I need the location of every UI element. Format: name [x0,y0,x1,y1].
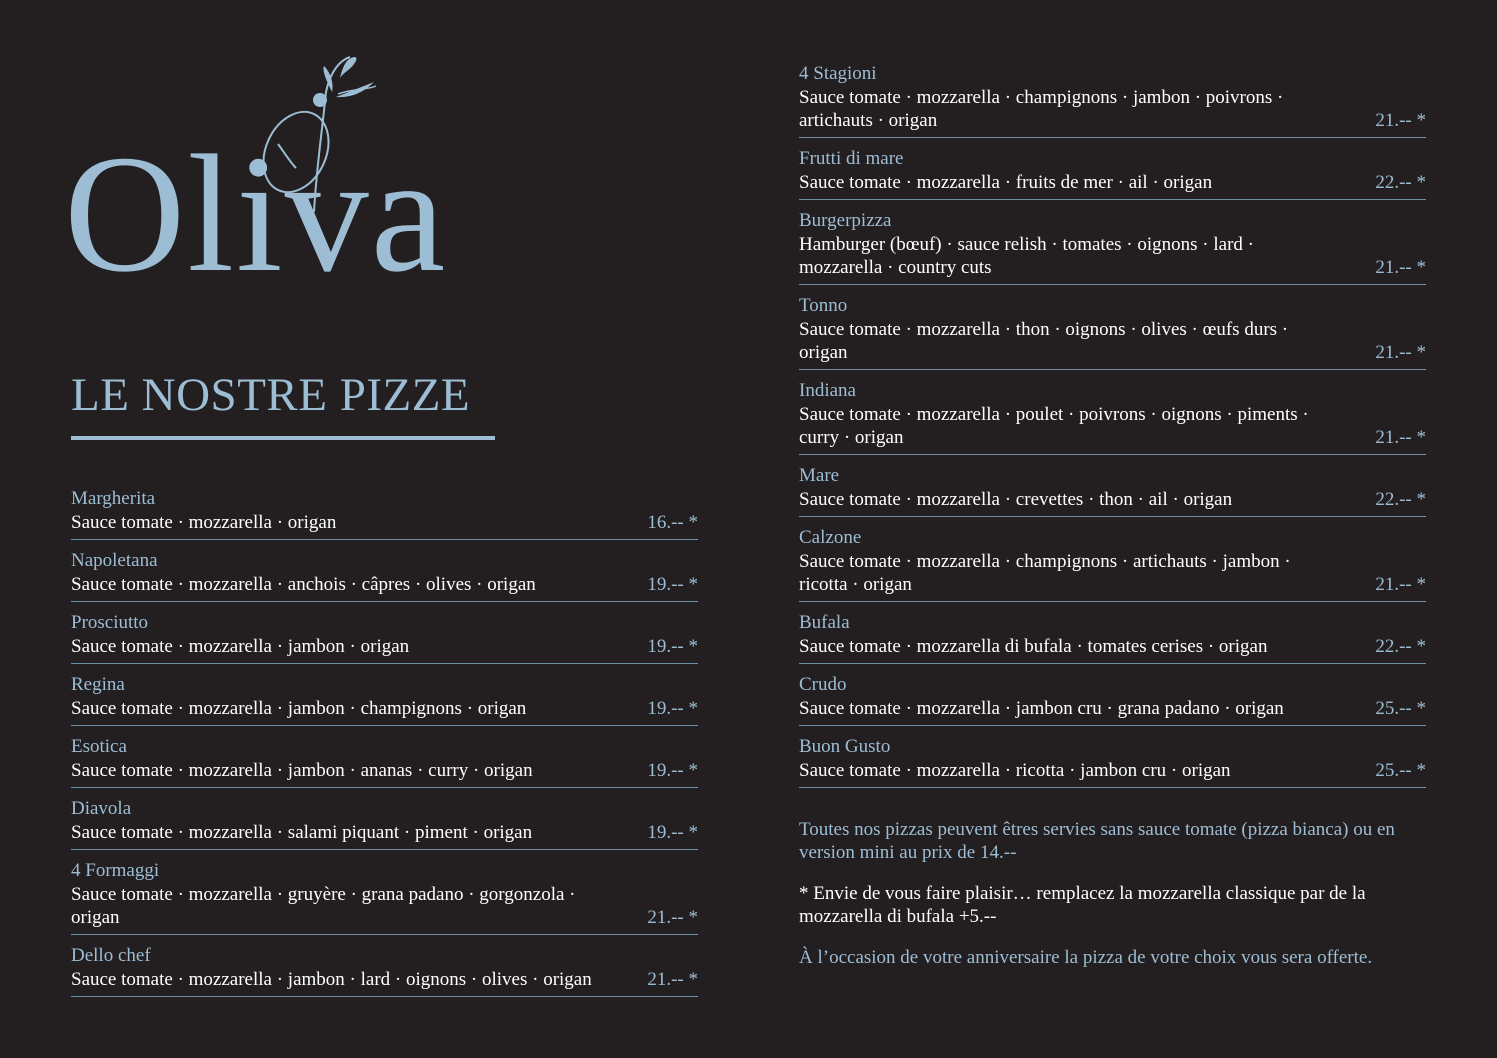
menu-item-price: 21.-- * [647,907,698,928]
menu-item-description: Sauce tomate · mozzarella · gruyère · grana padano · gorgonzola · origan [71,884,576,928]
menu-item-name: Dello chef [71,945,151,966]
menu-item-row [799,635,1426,658]
menu-item [799,62,1426,138]
menu-item-row [71,697,698,720]
menu-item [71,859,698,935]
menu-item-row [799,318,1426,364]
title-underline [71,436,495,440]
menu-item-name: 4 Stagioni [799,63,877,84]
menu-item-name: Margherita [71,488,156,509]
menu-item-description: Sauce tomate · mozzarella · fruits de mer · ail · origan [799,172,1213,193]
menu-item-description: Sauce tomate · mozzarella · jambon · origan [71,636,410,657]
menu-item [799,735,1426,788]
menu-item-price: 21.-- * [647,969,698,990]
menu-item-price: 21.-- * [1375,427,1426,448]
olive-branch-icon [64,52,504,282]
menu-item-description: Sauce tomate · mozzarella · crevettes · thon · ail · origan [799,489,1233,510]
note-bianca: Toutes nos pizzas peuvent êtres servies sans sauce tomate (pizza bianca) ou en version mini au prix de 14.-- [799,819,1395,863]
menu-item-name: Indiana [799,380,856,401]
menu-item [71,944,698,997]
menu-item [799,379,1426,455]
menu-item-name: Tonno [799,295,848,316]
menu-item [799,611,1426,664]
menu-item-name: Frutti di mare [799,148,904,169]
menu-item [799,526,1426,602]
menu-item-name: Calzone [799,527,862,548]
menu-item [799,673,1426,726]
menu-item [799,147,1426,200]
menu-item [799,209,1426,285]
menu-item-name: Diavola [71,798,132,819]
menu-item [799,464,1426,517]
menu-item-description: Sauce tomate · mozzarella · poulet · poivrons · oignons · piments · curry · origan [799,404,1309,448]
section-title: LE NOSTRE PIZZE [71,369,471,421]
menu-item-description: Sauce tomate · mozzarella · champignons · artichauts · jambon · ricotta · origan [799,551,1291,595]
menu-item-name: Crudo [799,674,847,695]
menu-item-description: Sauce tomate · mozzarella · anchois · câpres · olives · origan [71,574,536,595]
menu-item [799,294,1426,370]
menu-item-row [799,550,1426,596]
menu-item-description: Hamburger (bœuf) · sauce relish · tomates · oignons · lard · mozzarella · country cuts [799,234,1254,278]
menu-item-name: Prosciutto [71,612,149,633]
menu-item-price: 19.-- * [647,822,698,843]
menu-item-price: 25.-- * [1375,698,1426,719]
menu-item-row [71,883,698,929]
menu-item-row [71,759,698,782]
menu-item-name: Burgerpizza [799,210,892,231]
menu-item [71,735,698,788]
menu-item-price: 19.-- * [647,636,698,657]
menu-item-row [71,968,698,991]
menu-item-description: Sauce tomate · mozzarella · thon · oignons · olives · œufs durs · origan [799,319,1289,363]
menu-item-price: 22.-- * [1375,172,1426,193]
menu-item-description: Sauce tomate · mozzarella · jambon · lard · oignons · olives · origan [71,969,592,990]
menu-notes [799,818,1426,987]
menu-item-name: Buon Gusto [799,736,891,757]
menu-item [71,673,698,726]
menu-item-description: Sauce tomate · mozzarella di bufala · tomates cerises · origan [799,636,1268,657]
menu-item-name: 4 Formaggi [71,860,160,881]
menu-item-price: 21.-- * [1375,342,1426,363]
menu-item-price: 22.-- * [1375,489,1426,510]
menu-item-row [799,759,1426,782]
menu-item-name: Bufala [799,612,850,633]
menu-item-row [799,488,1426,511]
menu-item-row [799,171,1426,194]
menu-item-row [799,403,1426,449]
menu-item-row [799,697,1426,720]
menu-item-price: 21.-- * [1375,574,1426,595]
oliva-logo [64,52,504,282]
menu-item-row [71,511,698,534]
menu-item [71,611,698,664]
menu-item-row [799,233,1426,279]
menu-item-name: Napoletana [71,550,158,571]
menu-item-name: Regina [71,674,125,695]
menu-item-price: 16.-- * [647,512,698,533]
menu-item-description: Sauce tomate · mozzarella · salami piquant · piment · origan [71,822,533,843]
menu-item [71,549,698,602]
menu-item-price: 25.-- * [1375,760,1426,781]
menu-column-left [71,487,698,1006]
menu-item-price: 21.-- * [1375,110,1426,131]
menu-item-row [71,635,698,658]
menu-item-description: Sauce tomate · mozzarella · jambon cru · grana padano · origan [799,698,1284,719]
menu-item [71,487,698,540]
menu-item-description: Sauce tomate · mozzarella · jambon · ananas · curry · origan [71,760,533,781]
menu-item-description: Sauce tomate · mozzarella · origan [71,512,337,533]
menu-item-name: Esotica [71,736,127,757]
menu-item-row [71,573,698,596]
menu-column-right [799,62,1426,797]
menu-item-name: Mare [799,465,840,486]
menu-item-description: Sauce tomate · mozzarella · ricotta · jambon cru · origan [799,760,1231,781]
menu-item-description: Sauce tomate · mozzarella · jambon · champignons · origan [71,698,527,719]
menu-item-price: 19.-- * [647,574,698,595]
note-bufala-supplement: * Envie de vous faire plaisir… remplacez la mozzarella classique par de la mozzarella di bufala +5.-- [799,883,1366,927]
menu-item-price: 19.-- * [647,698,698,719]
note-birthday: À l’occasion de votre anniversaire la pizza de votre choix vous sera offerte. [799,947,1373,968]
menu-item-description: Sauce tomate · mozzarella · champignons · jambon · poivrons · artichauts · origan [799,87,1284,131]
menu-item-price: 22.-- * [1375,636,1426,657]
menu-item-price: 19.-- * [647,760,698,781]
menu-item-row [799,86,1426,132]
menu-item [71,797,698,850]
menu-item-price: 21.-- * [1375,257,1426,278]
logo-wordmark: Oliva [64,121,448,282]
menu-item-row [71,821,698,844]
